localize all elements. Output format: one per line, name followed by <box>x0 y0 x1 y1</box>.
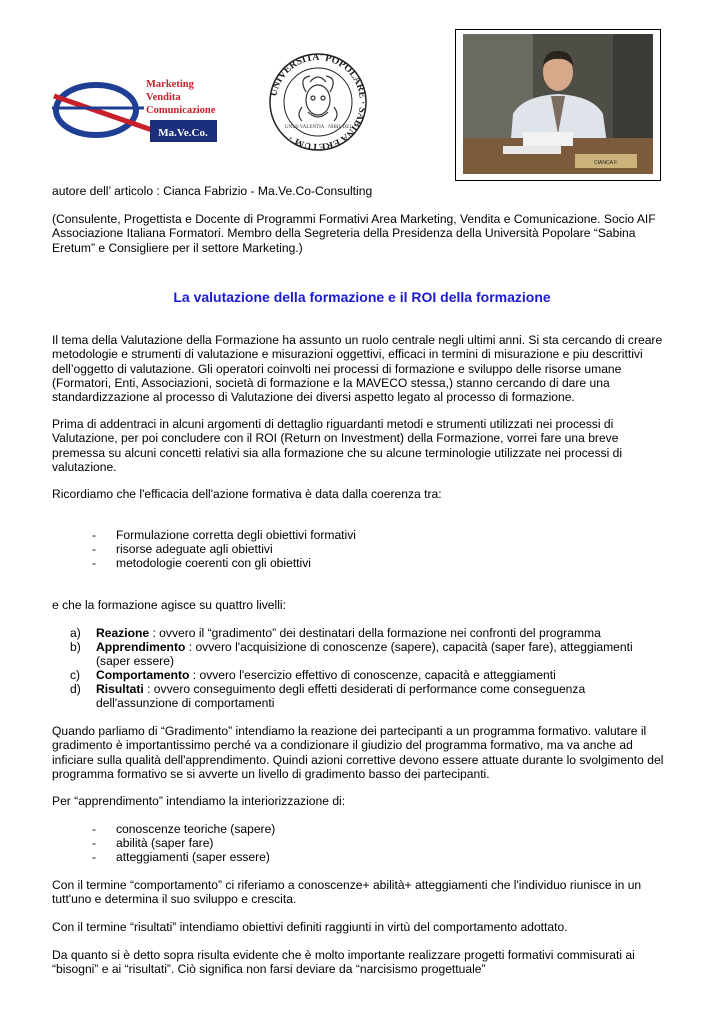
paragraph-intro: Il tema della Valutazione della Formazione ha assunto un ruolo centrale negli ultimi anni. Si sta cercando di creare metodologie e strumenti di valutazione e misurazioni oggettivi, efficaci in termini di misurazione e piu descrittivi dell’oggetto di valutazione. Gli operatori coinvolti nei processi di formazione e sviluppo delle risorse umane (Formatori, Enti, Associazioni, società di formazione e la MAVECO stessa,) stanno cercando di dare una standardizzazione al processo di Valutazione dei diversi aspetto legato al processo di formazione. <box>52 333 663 405</box>
list-item-text: conoscenze teoriche (sapere) <box>116 822 276 836</box>
author-bio: (Consulente, Progettista e Docente di Programmi Formativi Area Marketing, Vendita e Comunicazione. Socio AIF Associazione Italiana Formatori. Membro della Segreteria della Presidenza della Università Popolare “Sabina Eretum” e Consigliere per il settore Marketing.) <box>52 212 656 255</box>
level-key: d) <box>70 682 81 696</box>
paragraph-levels-intro: e che la formazione agisce su quattro livelli: <box>52 598 286 612</box>
article-title: La valutazione della formazione e il ROI della formazione <box>173 289 551 305</box>
level-text: : ovvero l'acquisizione di conoscenze (sapere), capacità (saper fare), atteggiamenti (saper essere) <box>96 640 633 669</box>
level-key: c) <box>70 668 81 682</box>
dash-bullet: - <box>92 542 97 556</box>
level-term: Comportamento <box>96 668 190 682</box>
author-photo <box>463 34 653 174</box>
dash-bullet: - <box>92 822 97 836</box>
maveco-line-3: Comunicazione <box>146 105 216 116</box>
paragraph-risultati: Con il termine “risultati” intendiamo obiettivi definiti raggiunti in virtù del comportamento adottato. <box>52 920 568 934</box>
list-item-text: risorse adeguate agli obiettivi <box>116 542 273 556</box>
maveco-line-2: Vendita <box>146 92 181 103</box>
paragraph-conclusion: Da quanto si è detto sopra risulta evidente che è molto importante realizzare progetti formativi commisurati ai “bisogni” e ai “risultati”. Ciò significa non farsi deviare da “narcisismo progettuale” <box>52 948 635 977</box>
list-item-text: metodologie coerenti con gli obiettivi <box>116 556 311 570</box>
dash-bullet: - <box>92 836 97 850</box>
list-item-text: atteggiamenti (saper essere) <box>116 850 270 864</box>
paragraph-comportamento: Con il termine “comportamento” ci riferiamo a conoscenze+ abilità+ atteggiamenti che l'individuo riunisce in un tutt'uno e determina il suo sviluppo e crescita. <box>52 878 642 907</box>
level-term: Apprendimento <box>96 640 186 654</box>
university-seal <box>266 52 370 152</box>
list-item <box>92 556 311 570</box>
level-term: Reazione <box>96 626 150 640</box>
seal-inner-text: UNUS VALENTIA · NIBIL DEI <box>284 125 352 130</box>
dash-bullet: - <box>92 850 97 864</box>
svg-text:Marketing Vendita <box>146 79 216 116</box>
list-item <box>92 850 270 864</box>
paragraph-apprendimento: Per “apprendimento” intendiamo la interiorizzazione di: <box>52 794 346 808</box>
list-item <box>92 542 273 556</box>
maveco-brand: Ma.Ve.Co. <box>158 127 208 139</box>
list-item <box>92 836 213 850</box>
paragraph-coherence: Ricordiamo che l'efficacia dell'azione formativa è data dalla coerenza tra: <box>52 487 442 501</box>
maveco-line-1: Marketing <box>146 79 194 90</box>
dash-bullet: - <box>92 528 97 542</box>
list-item <box>92 528 356 542</box>
level-text: : ovvero il “gradimento” dei destinatari della formazione nei confronti del programma <box>149 626 601 640</box>
level-key: b) <box>70 640 81 654</box>
list-item-text: abilità (saper fare) <box>116 836 214 850</box>
paragraph-premise: Prima di addentraci in alcuni argomenti di dettaglio riguardanti metodi e strumenti utilizzati nei processi di Valutazione, per poi concludere con il ROI (Return on Investment) della Formazione, vorrei fare una breve premessa su alcuni concetti relativi sia alla formazione che su alcune terminologie utilizzate nei processi di valutazione. <box>52 417 623 474</box>
nameplate: CIANCA F. <box>594 160 618 166</box>
list-item <box>92 822 275 836</box>
level-text: : ovvero conseguimento degli effetti desiderati di performance come conseguenza dell'assunzione di comportamenti <box>96 682 586 711</box>
list-item-text: Formulazione corretta degli obiettivi formativi <box>116 528 356 542</box>
paragraph-gradimento: Quando parliamo di “Gradimento” intendiamo la reazione dei partecipanti a un programma formativo. valutare il gradimento è importantissimo perché va a condizionare il giudizio del programma formativo, ma va anche ad inficiare sulla qualità dell'apprendimento. Quindi azioni correttive devono essere attuate durante lo svolgimento del programma formativo se si avverte un livello di gradimento basso dei partecipanti. <box>52 724 664 781</box>
level-text: : ovvero l'esercizio effettivo di conoscenze, capacità e atteggiamenti <box>189 668 556 682</box>
maveco-logo <box>52 78 217 146</box>
level-key: a) <box>70 626 81 640</box>
dash-bullet: - <box>92 556 97 570</box>
author-line: autore dell’ articolo : Cianca Fabrizio - Ma.Ve.Co-Consulting <box>52 184 373 198</box>
level-term: Risultati <box>96 682 144 696</box>
seal-text: UNIVERSITA' POPOLARE · SABINA ERETUM · <box>268 52 369 152</box>
